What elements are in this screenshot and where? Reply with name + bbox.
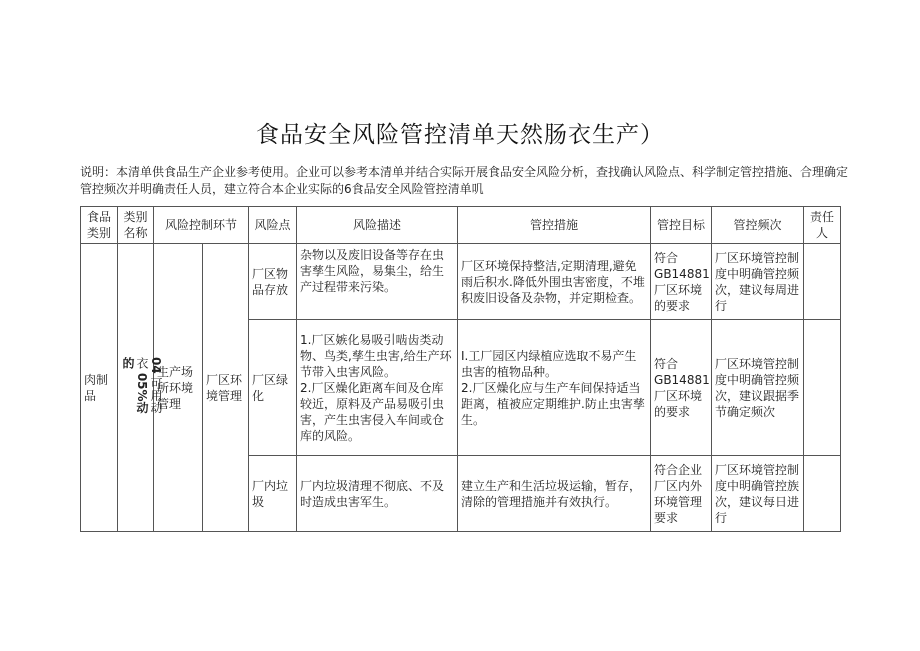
category-code: 04 bbox=[149, 356, 163, 374]
table-row bbox=[81, 244, 841, 320]
control-target-cell: 符合GB14881厂区环境的要求 bbox=[651, 244, 712, 320]
header-control-target: 管控目标 bbox=[651, 207, 712, 244]
table-header-row bbox=[81, 207, 841, 244]
page-title: 食品安全风险管控清单天然肠衣生产） bbox=[256, 122, 664, 148]
risk-point-cell: 厂区物品存放 bbox=[249, 244, 297, 320]
risk-link-sub-cell: 厂区环境管理 bbox=[203, 244, 249, 532]
food-category-cell: 肉制品 bbox=[81, 244, 118, 532]
risk-description-cell: 杂物以及废旧设备等存在虫害孳生风险，易集尘，给生产过程带来污染。 bbox=[297, 244, 458, 320]
control-target-cell: 符合企业厂区内外环境管理要求 bbox=[651, 456, 712, 532]
responsible-person-cell bbox=[804, 456, 841, 532]
responsible-person-cell bbox=[804, 320, 841, 456]
header-control-measures: 管控措施 bbox=[458, 207, 651, 244]
header-responsible-person: 责任人 bbox=[804, 207, 841, 244]
header-food-category: 食品类别 bbox=[81, 207, 118, 244]
control-target-cell: 符合GB14881厂区环境的要求 bbox=[651, 320, 712, 456]
control-frequency-cell: 厂区环境管控制度中明确管控频次，建议跟据季节确定频次 bbox=[712, 320, 804, 456]
risk-description-cell: 1.厂区嫉化易吸引啮齿类动物、鸟类,孳生虫害,给生产环节带入虫害风险。 2.厂区燥化距离车间及仓库较近，原料及产品易吸引虫害，产生虫害侵入车间或仓库的风险。 bbox=[297, 320, 458, 456]
risk-link-main-cell: 生产场所环境管理 bbox=[154, 244, 203, 532]
header-category-name: 类别名称 bbox=[118, 207, 154, 244]
control-frequency-cell: 厂区环境管控制度中明确管控族次，建议每日进行 bbox=[712, 456, 804, 532]
responsible-person-cell bbox=[804, 244, 841, 320]
header-risk-control-link: 风险控制环节 bbox=[154, 207, 249, 244]
control-measures-cell: 厂区环境保持整洁,定期清理,避免雨后积水.降低外围虫害密度，不堆积废旧设备及杂物，并定期检查。 bbox=[458, 244, 651, 320]
risk-point-cell: 厂内垃圾 bbox=[249, 456, 297, 532]
control-measures-cell: 建立生产和生活垃圾运输，暂存，清除的管理措施并有效执行。 bbox=[458, 456, 651, 532]
header-risk-point: 风险点 bbox=[249, 207, 297, 244]
header-risk-description: 风险描述 bbox=[297, 207, 458, 244]
risk-description-cell: 厂内垃圾清理不彻底、不及时造成虫害军生。 bbox=[297, 456, 458, 532]
control-measures-cell: I.工厂园区内绿植应选取不易产生虫害的植物品种。 2.厂区燥化应与生产车间保持适当距离，植被应定期维护.防止虫害孳生。 bbox=[458, 320, 651, 456]
risk-point-cell: 厂区绿化 bbox=[249, 320, 297, 456]
description-text: 说明：本清单供食品生产企业参考使用。企业可以参考本清单并结合实际开展食品安全风险分析，查找确认风险点、科学制定管控措施、合理确定管控频次并明确责任人员，建立符合本企业实际的6食品安全风险管控清单叽 bbox=[80, 165, 849, 196]
category-name-part2: 05%动的 bbox=[121, 356, 149, 414]
control-frequency-cell: 厂区环境管控制度中明确管控频次，建议每周进行 bbox=[712, 244, 804, 320]
header-control-frequency: 管控频次 bbox=[712, 207, 804, 244]
category-name-part1: 可用动衣 bbox=[135, 356, 163, 414]
risk-control-table bbox=[80, 206, 841, 532]
category-name-cell bbox=[118, 244, 163, 532]
